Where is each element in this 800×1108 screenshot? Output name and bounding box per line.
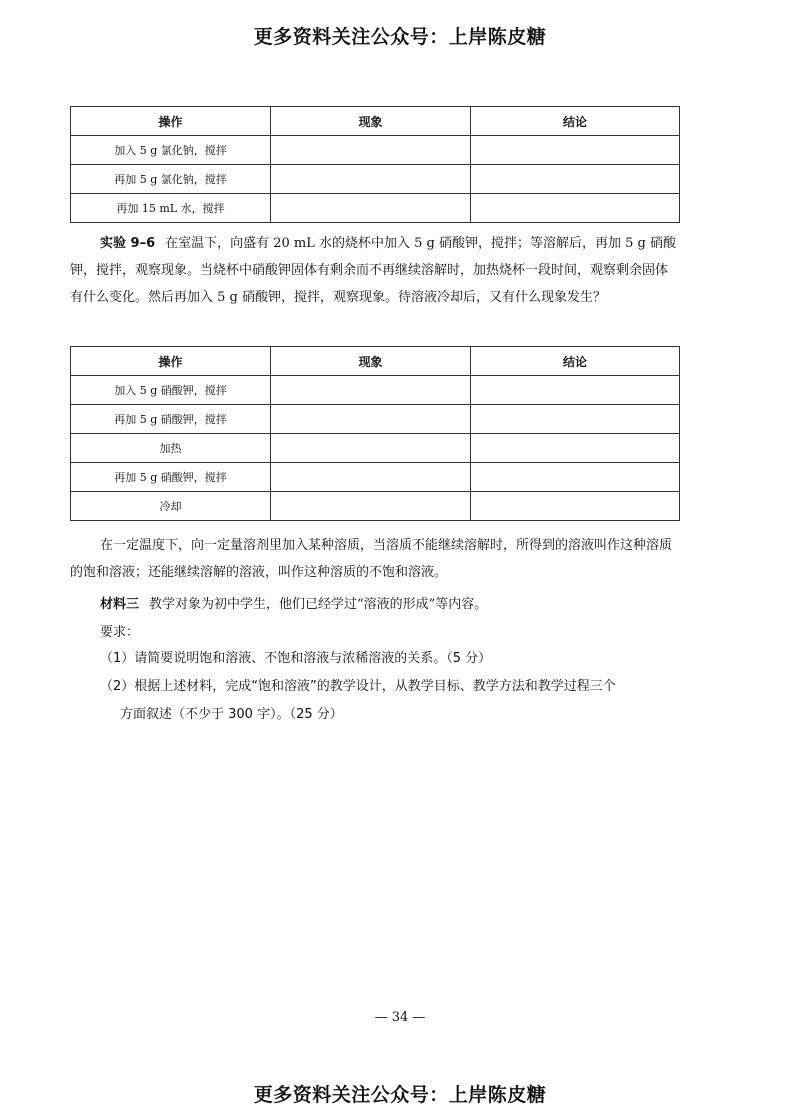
- phenomenon-cell: [271, 463, 471, 492]
- operation-cell: 再加 5 g 硝酸钾，搅拌: [71, 405, 271, 434]
- table-row: [71, 136, 680, 165]
- requirement-item-1: （1）请简要说明饱和溶液、不饱和溶液与浓稀溶液的关系。（5 分）: [100, 651, 492, 666]
- definition-paragraph: 在一定温度下，向一定量溶剂里加入某种溶质，当溶质不能继续溶解时，所得到的溶液叫作这种溶质的饱和溶液；还能继续溶解的溶液，叫作这种溶质的不饱和溶液。: [70, 538, 673, 580]
- operation-cell: 加入 5 g 硝酸钾，搅拌: [71, 376, 271, 405]
- table-row: [71, 194, 680, 223]
- operation-cell: 再加 15 mL 水，搅拌: [71, 194, 271, 223]
- requirement-item-2-continued: 方面叙述（不少于 300 字）。（25 分）: [120, 707, 343, 722]
- conclusion-cell: [471, 405, 680, 434]
- watermark-banner-bottom: 更多资料关注公众号：上岸陈皮糖: [253, 1084, 547, 1106]
- phenomenon-cell: [271, 434, 471, 463]
- table-row: [71, 165, 680, 194]
- phenomenon-cell: [271, 376, 471, 405]
- requirements-label: 要求：: [100, 625, 140, 640]
- potassium-nitrate-experiment-table: [70, 346, 680, 521]
- conclusion-cell: [471, 194, 680, 223]
- operation-cell: 再加 5 g 硝酸钾，搅拌: [71, 463, 271, 492]
- operation-cell: 冷却: [71, 492, 271, 521]
- column-header-conclusion: 结论: [471, 347, 680, 376]
- conclusion-cell: [471, 165, 680, 194]
- operation-cell: 加入 5 g 氯化钠，搅拌: [71, 136, 271, 165]
- table-row: [71, 434, 680, 463]
- column-header-phenomenon: 现象: [271, 347, 471, 376]
- watermark-banner-top: 更多资料关注公众号：上岸陈皮糖: [253, 26, 547, 48]
- table-row: [71, 405, 680, 434]
- conclusion-cell: [471, 136, 680, 165]
- column-header-operation: 操作: [71, 107, 271, 136]
- column-header-operation: 操作: [71, 347, 271, 376]
- operation-cell: 加热: [71, 434, 271, 463]
- column-header-phenomenon: 现象: [271, 107, 471, 136]
- table-header-row: [71, 347, 680, 376]
- page-number: — 34 —: [374, 1010, 426, 1025]
- phenomenon-cell: [271, 405, 471, 434]
- phenomenon-cell: [271, 492, 471, 521]
- experiment-description: [70, 230, 680, 311]
- material-title: 材料三: [100, 597, 140, 612]
- conclusion-cell: [471, 376, 680, 405]
- table-header-row: [71, 107, 680, 136]
- table-row: [71, 376, 680, 405]
- table-row: [71, 492, 680, 521]
- material-text: 教学对象为初中学生，他们已经学过“溶液的形成”等内容。: [149, 597, 488, 612]
- experiment-text: 在室温下，向盛有 20 mL 水的烧杯中加入 5 g 硝酸钾，搅拌；等溶解后，再加 5 g 硝酸钾，搅拌，观察现象。当烧杯中硝酸钾固体有剩余而不再继续溶解时，加热烧杯一段时间，观察剩余固体有什么变化。然后再加入 5 g 硝酸钾，搅拌，观察现象。待溶液冷却后，又有什么现象发生？: [70, 236, 677, 305]
- conclusion-cell: [471, 434, 680, 463]
- conclusion-cell: [471, 463, 680, 492]
- conclusion-cell: [471, 492, 680, 521]
- phenomenon-cell: [271, 165, 471, 194]
- material-paragraph: [70, 591, 680, 618]
- sodium-chloride-experiment-table: [70, 106, 680, 223]
- operation-cell: 再加 5 g 氯化钠，搅拌: [71, 165, 271, 194]
- table-row: [71, 463, 680, 492]
- experiment-title: 实验 9–6: [100, 236, 156, 251]
- phenomenon-cell: [271, 194, 471, 223]
- phenomenon-cell: [271, 136, 471, 165]
- requirement-item-2: （2）根据上述材料，完成“饱和溶液”的教学设计，从教学目标、教学方法和教学过程三个: [100, 679, 616, 694]
- column-header-conclusion: 结论: [471, 107, 680, 136]
